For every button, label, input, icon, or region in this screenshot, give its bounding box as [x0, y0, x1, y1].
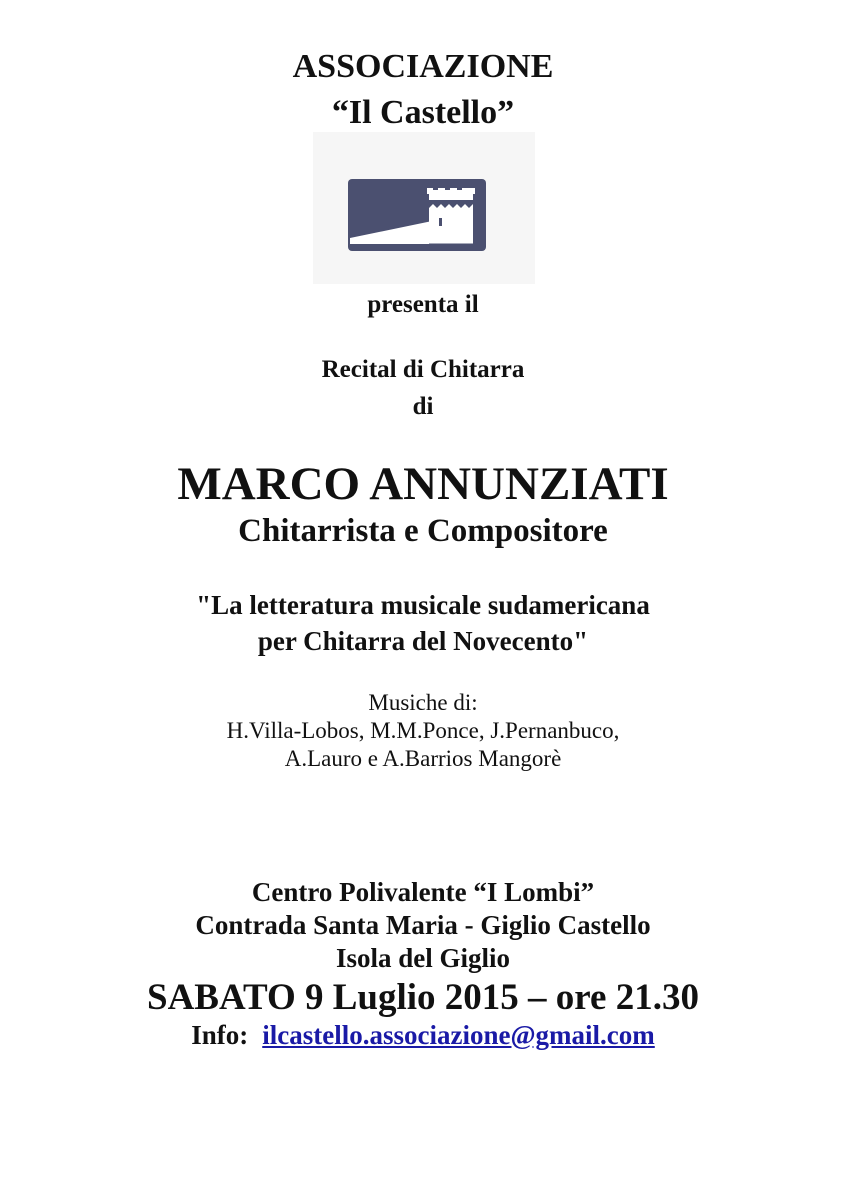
- program-title-line1: "La letteratura musicale sudamericana: [196, 590, 650, 620]
- venue-name: Centro Polivalente “I Lombi”: [251, 877, 595, 907]
- org-subtitle: “Il Castello”: [331, 94, 515, 131]
- venue-island: Isola del Giglio: [335, 943, 511, 973]
- music-by-label: Musiche di:: [368, 690, 478, 715]
- venue-address: Contrada Santa Maria - Giglio Castello: [195, 910, 651, 940]
- recital-di: di: [412, 393, 434, 420]
- artist-role: Chitarrista e Compositore: [238, 513, 608, 549]
- info-email-link[interactable]: ilcastello.associazione@gmail.com: [262, 1020, 655, 1050]
- logo-area: [313, 132, 535, 284]
- castle-tower-icon: [347, 178, 487, 252]
- info-line: [0, 1022, 846, 1049]
- recital-title: Recital di Chitarra: [321, 356, 525, 383]
- program-title-line2: per Chitarra del Novecento": [257, 626, 589, 656]
- event-date: SABATO 9 Luglio 2015 – ore 21.30: [147, 977, 699, 1018]
- artist-name: MARCO ANNUNZIATI: [177, 458, 669, 510]
- info-label: Info:: [191, 1020, 249, 1050]
- org-name: ASSOCIAZIONE: [292, 48, 554, 85]
- presents-text: presenta il: [367, 291, 479, 318]
- composers-line1: H.Villa-Lobos, M.M.Ponce, J.Pernanbuco,: [226, 718, 620, 743]
- composers-line2: A.Lauro e A.Barrios Mangorè: [284, 746, 562, 771]
